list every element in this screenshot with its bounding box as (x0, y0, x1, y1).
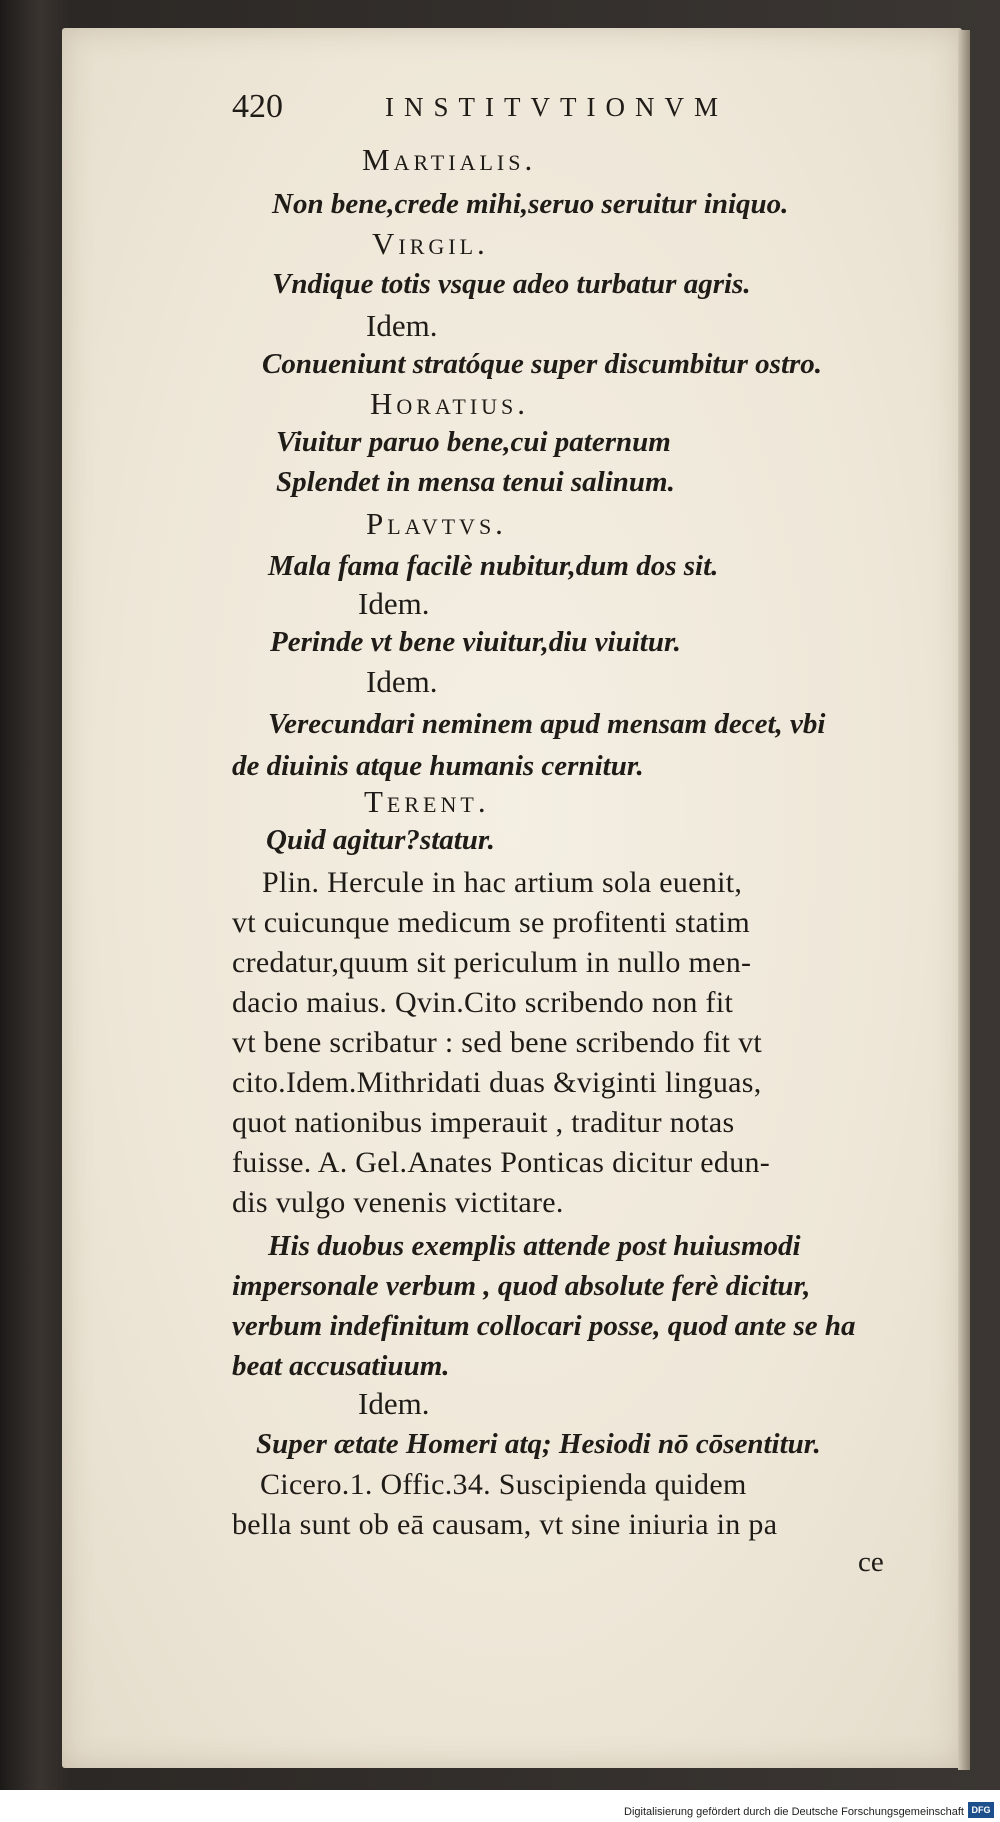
prose-line: fuisse. A. Gel.Anates Ponticas dicitur edun- (232, 1146, 771, 1179)
prose-line: vt bene scribatur : sed bene scribendo fit vt (232, 1026, 763, 1059)
prose-line: bella sunt ob eā causam, vt sine iniuria in pa (232, 1508, 778, 1541)
prose-line: Cicero.1. Offic.34. Suscipienda quidem (260, 1468, 747, 1501)
verse-line: Super ætate Homeri atq; Hesiodi nō cōsentitur. (256, 1428, 821, 1460)
prose-line: quot nationibus imperauit , traditur notas (232, 1106, 735, 1139)
dfg-logo: DFG (968, 1802, 994, 1818)
verse-line: Non bene,crede mihi,seruo seruitur iniquo. (272, 188, 789, 220)
verse-line: Splendet in mensa tenui salinum. (276, 466, 675, 498)
prose-line: dacio maius. Qvin.Cito scribendo non fit (232, 986, 734, 1019)
page-number: 420 (232, 88, 283, 125)
verse-line: Viuitur paruo bene,cui paternum (276, 426, 671, 458)
verse-line: verbum indefinitum collocari posse, quod ante se ha (232, 1310, 856, 1342)
verse-line: beat accusatiuum. (232, 1350, 450, 1382)
verse-line: Vndique totis vsque adeo turbatur agris. (272, 268, 751, 300)
idem-heading: Idem. (358, 586, 430, 621)
prose-line: Plin. Hercule in hac artium sola euenit, (262, 866, 743, 899)
catchword: ce (858, 1546, 884, 1578)
author-heading: Terent. (364, 784, 490, 819)
verse-line: Perinde vt bene viuitur,diu viuitur. (270, 626, 681, 658)
idem-heading: Idem. (366, 308, 438, 343)
author-heading: Horatius. (370, 386, 530, 421)
idem-heading: Idem. (358, 1386, 430, 1421)
prose-line: dis vulgo venenis victitare. (232, 1186, 564, 1219)
author-heading: Martialis. (362, 142, 537, 177)
prose-line: credatur,quum sit periculum in nullo men- (232, 946, 752, 979)
verse-line: Verecundari neminem apud mensam decet, vbi (268, 708, 826, 740)
author-heading: Virgil. (372, 226, 489, 261)
idem-heading: Idem. (366, 664, 438, 699)
verse-line: Mala fama facilè nubitur,dum dos sit. (268, 550, 719, 582)
footer-credit: Digitalisierung gefördert durch die Deutsche Forschungsgemeinschaft (624, 1806, 964, 1818)
verse-line: impersonale verbum , quod absolute ferè dicitur, (232, 1270, 811, 1302)
page-edge (958, 30, 970, 1770)
running-title: INSTITVTIONVM (385, 92, 728, 122)
verse-line: Conueniunt stratóque super discumbitur ostro. (262, 348, 823, 380)
verse-line: de diuinis atque humanis cernitur. (232, 750, 644, 782)
verse-line: Quid agitur?statur. (266, 824, 495, 856)
prose-line: vt cuicunque medicum se profitenti statim (232, 906, 751, 939)
verse-line: His duobus exemplis attende post huiusmodi (268, 1230, 801, 1262)
prose-line: cito.Idem.Mithridati duas &viginti linguas, (232, 1066, 762, 1099)
author-heading: Plavtvs. (366, 506, 507, 541)
